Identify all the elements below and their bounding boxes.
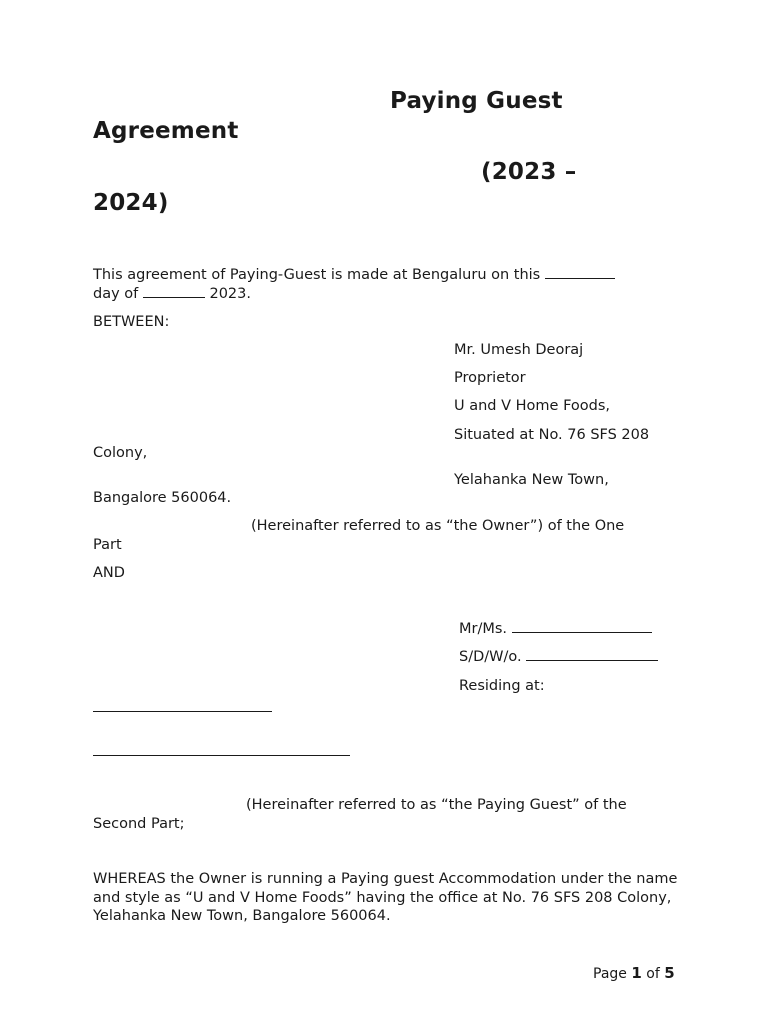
of-label: of bbox=[646, 966, 660, 982]
guest-name-blank bbox=[512, 620, 652, 633]
intro-text-part2: day of bbox=[93, 286, 139, 302]
intro-year: 2023. bbox=[209, 286, 251, 302]
address-blank-line1 bbox=[93, 711, 272, 712]
page-number: 1 bbox=[631, 964, 642, 982]
owner-business: U and V Home Foods, bbox=[454, 398, 611, 414]
date-day-blank bbox=[545, 266, 615, 279]
page-footer bbox=[593, 964, 675, 982]
year-line1: (2023 – bbox=[481, 159, 577, 185]
address-blank-line2 bbox=[93, 755, 350, 756]
year-line2: 2024) bbox=[93, 190, 169, 216]
owner-referred-cont: Part bbox=[93, 537, 122, 553]
title-line1: Paying Guest bbox=[390, 88, 563, 114]
guest-referred-cont: Second Part; bbox=[93, 816, 185, 832]
owner-role: Proprietor bbox=[454, 370, 526, 386]
intro-text-part1: This agreement of Paying-Guest is made at Bengaluru on this bbox=[93, 267, 541, 283]
intro-line2 bbox=[93, 285, 251, 304]
title-line2: Agreement bbox=[93, 118, 239, 144]
guest-name-label: Mr/Ms. bbox=[459, 621, 508, 637]
guest-relation-label: S/D/W/o. bbox=[459, 649, 522, 665]
between-label: BETWEEN: bbox=[93, 314, 170, 330]
owner-address2: Yelahanka New Town, bbox=[454, 472, 609, 488]
guest-relation-blank bbox=[526, 648, 658, 661]
guest-name-line bbox=[459, 620, 652, 639]
date-month-blank bbox=[143, 285, 205, 298]
owner-address1: Situated at No. 76 SFS 208 bbox=[454, 427, 650, 443]
owner-referred: (Hereinafter referred to as “the Owner”) of the One bbox=[251, 518, 625, 534]
owner-address3: Bangalore 560064. bbox=[93, 490, 232, 506]
page-label: Page bbox=[593, 966, 627, 982]
and-label: AND bbox=[93, 565, 125, 581]
intro-line1 bbox=[93, 266, 615, 285]
total-pages: 5 bbox=[664, 964, 675, 982]
owner-address1-cont: Colony, bbox=[93, 445, 148, 461]
owner-name: Mr. Umesh Deoraj bbox=[454, 342, 584, 358]
guest-referred: (Hereinafter referred to as “the Paying Guest” of the bbox=[246, 797, 627, 813]
whereas-paragraph: WHEREAS the Owner is running a Paying guest Accommodation under the name and style as “U and V Home Foods” having the office at No. 76 SFS 208 Colony, Yelahanka New Town, Bangalore 560064. bbox=[93, 871, 678, 924]
guest-residing-label: Residing at: bbox=[459, 678, 545, 694]
guest-relation-line bbox=[459, 648, 658, 667]
